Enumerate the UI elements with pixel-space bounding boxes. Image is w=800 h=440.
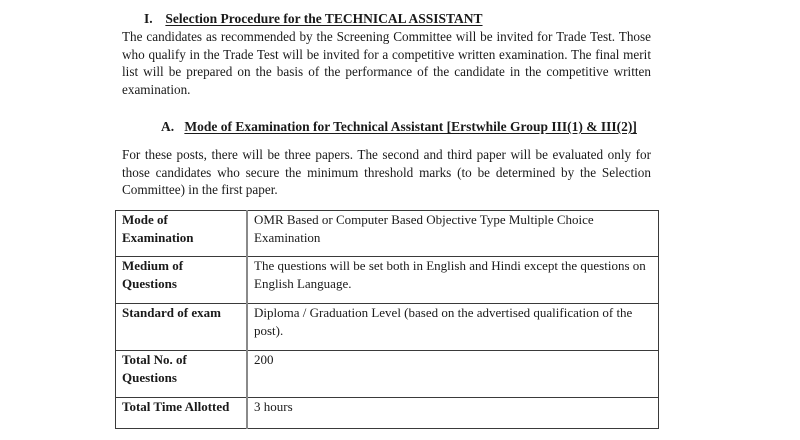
- row-value: 200: [247, 351, 659, 398]
- subsection-heading: [161, 119, 637, 135]
- exam-details-table: [115, 210, 659, 429]
- table-row: [116, 304, 659, 351]
- row-label-text: Mode of Examination: [122, 212, 194, 245]
- section-number: I.: [144, 11, 153, 26]
- row-value: OMR Based or Computer Based Objective Type Multiple Choice Examination: [247, 211, 659, 257]
- subsection-title: Mode of Examination for Technical Assistant [Erstwhile Group III(1) & III(2)]: [184, 119, 637, 134]
- table-row: [116, 398, 659, 429]
- section-title: Selection Procedure for the TECHNICAL ASSISTANT: [165, 11, 483, 26]
- row-value: Diploma / Graduation Level (based on the advertised qualification of the post).: [247, 304, 659, 351]
- row-label: [116, 211, 248, 257]
- row-label-text: Total Time Allotted: [122, 399, 230, 414]
- row-value: 3 hours: [247, 398, 659, 429]
- row-label: [116, 257, 248, 304]
- row-label: [116, 351, 248, 398]
- row-label-text: Total No. of Questions: [122, 352, 187, 385]
- row-label-text: Standard of exam: [122, 305, 221, 320]
- row-label: [116, 304, 248, 351]
- row-label: [116, 398, 248, 429]
- subsection-number: A.: [161, 119, 175, 134]
- section-paragraph: The candidates as recommended by the Screening Committee will be invited for Trade Test. Those who qualify in the Trade Test will be invited for a competitive written examination. The final merit list will be prepared on the basis of the performance of the candidate in the competitive written examination.: [122, 29, 651, 97]
- table-row: [116, 211, 659, 257]
- section-heading: [144, 11, 483, 27]
- subsection-paragraph: For these posts, there will be three papers. The second and third paper will be evaluated only for those candidates who secure the minimum threshold marks (to be determined by the Selection Committee) in the first paper.: [122, 147, 651, 197]
- table-row: [116, 351, 659, 398]
- row-value: The questions will be set both in English and Hindi except the questions on English Language.: [247, 257, 659, 304]
- row-label-text: Medium of Questions: [122, 258, 184, 291]
- table-row: [116, 257, 659, 304]
